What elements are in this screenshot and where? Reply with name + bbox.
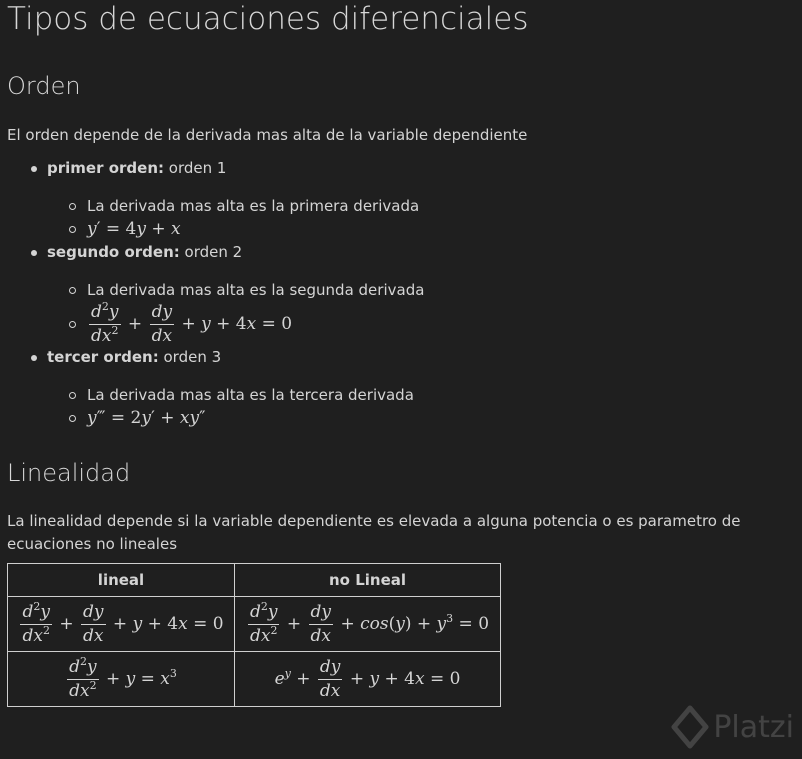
item-label: tercer orden: bbox=[47, 348, 159, 366]
sub-list bbox=[47, 279, 797, 346]
item-value: orden 3 bbox=[163, 348, 222, 366]
table-cell: $\frac{d^2y}{dx^2}$ + $\frac{dy}{dx}$ + $\cos(y) + y^3 = 0$ bbox=[235, 597, 501, 652]
item-label: segundo orden: bbox=[47, 243, 180, 261]
table-row bbox=[8, 597, 501, 652]
platzi-watermark bbox=[671, 705, 794, 749]
orden-intro: El orden depende de la derivada mas alta de la variable dependiente bbox=[7, 126, 528, 144]
page-title: Tipos de ecuaciones diferenciales bbox=[7, 1, 529, 37]
watermark-text: Platzi bbox=[713, 709, 794, 745]
item-value: orden 2 bbox=[184, 243, 243, 261]
list-item bbox=[7, 157, 797, 241]
section-heading-orden: Orden bbox=[7, 72, 81, 100]
sub-list-item: La derivada mas alta es la segunda derivada bbox=[47, 279, 797, 302]
item-value: orden 1 bbox=[168, 159, 227, 177]
equation: y′ = 4y + x bbox=[47, 218, 797, 241]
list-item bbox=[7, 241, 797, 346]
table-cell: $\frac{d^2y}{dx^2}$ + $y = x^3$ bbox=[8, 652, 235, 707]
table-header-no-lineal: no Lineal bbox=[235, 564, 501, 597]
linealidad-table bbox=[7, 563, 501, 707]
table-header-lineal: lineal bbox=[8, 564, 235, 597]
section-heading-linealidad: Linealidad bbox=[7, 459, 131, 487]
equation: y‴ = 2y′ + xy″ bbox=[47, 407, 797, 430]
table-cell: $\frac{d^2y}{dx^2}$ + $\frac{dy}{dx}$ + y + 4x = 0 bbox=[8, 597, 235, 652]
orden-list bbox=[7, 157, 797, 430]
table-row bbox=[8, 652, 501, 707]
platzi-logo-icon bbox=[671, 705, 709, 749]
linealidad-intro: La linealidad depende si la variable dependiente es elevada a alguna potencia o es parametro de ecuaciones no lineales bbox=[7, 512, 741, 553]
sub-list-item: La derivada mas alta es la tercera derivada bbox=[47, 384, 797, 407]
equation: $\frac{d^2y}{dx^2}$ + $\frac{dy}{dx}$ + y + 4x = 0 bbox=[47, 302, 797, 346]
document bbox=[7, 0, 797, 707]
sub-list-item: La derivada mas alta es la primera derivada bbox=[47, 195, 797, 218]
sub-list bbox=[47, 195, 797, 241]
list-item bbox=[7, 346, 797, 430]
item-label: primer orden: bbox=[47, 159, 164, 177]
sub-list bbox=[47, 384, 797, 430]
table-cell: $e^y$ + $\frac{dy}{dx}$ + y + 4x = 0 bbox=[235, 652, 501, 707]
